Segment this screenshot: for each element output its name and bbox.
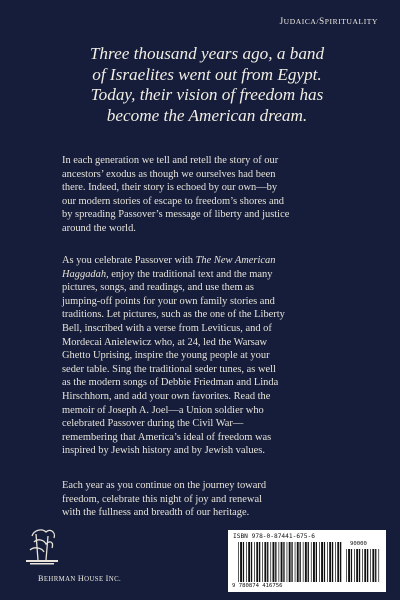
text-line: by spreading Passover’s message of liberty and justice (62, 209, 290, 221)
text-line: seder table. Sing the traditional seder tunes, as well (62, 363, 276, 375)
publisher-logo-icon (22, 524, 62, 568)
paragraph-1 (62, 154, 362, 236)
text-line: pictures, songs, and readings, and use them as (62, 282, 254, 294)
text-line: remembering that America’s ideal of freedom was (62, 431, 272, 443)
barcode-label (228, 530, 386, 592)
text-line: our modern stories of escape to freedom’s shores and (62, 195, 285, 207)
text-line: Ghetto Uprising, inspire the young people at your (62, 350, 270, 362)
intro-line: Today, their vision of freedom has (90, 85, 324, 105)
intro-line: of Israelites went out from Egypt. (92, 64, 322, 84)
text-line: Bell, inscribed with a verse from Leviticus, and of (62, 322, 272, 334)
text-line: as the modern songs of Debbie Friedman and Linda (62, 377, 279, 389)
text-line: Haggadah, enjoy the traditional text and the many (62, 268, 273, 280)
category-label: JUDAICA/SPIRITUALITY (279, 16, 378, 26)
text-line: Hirschhorn, and add your own favorites. Read the (62, 390, 271, 402)
text-line: freedom, celebrate this night of joy and renewal (62, 493, 262, 505)
text-line: celebrated Passover during the Civil War— (62, 418, 244, 430)
text-line: memoir of Joseph A. Joel—a Union soldier who (62, 404, 264, 416)
barcode-digits: 9 780874 416756 (232, 583, 283, 589)
text-line: ancestors’ exodus as though we ourselves had been (62, 168, 276, 180)
text-line: around the world. (62, 222, 136, 234)
intro-line: become the American dream. (106, 105, 308, 125)
isbn-number: ISBN 978-0-87441-675-6 (233, 533, 315, 540)
text-line: Each year as you continue on the journey toward (62, 480, 267, 491)
paragraph-2 (62, 254, 362, 458)
intro-quote (58, 44, 356, 126)
publisher-name: BEHRMAN HOUSE INC. (38, 574, 122, 583)
paragraph-3 (62, 479, 362, 520)
book-title: Haggadah (62, 268, 107, 280)
price-code: 90000 (350, 541, 367, 547)
text-line: As you celebrate Passover with The New American (62, 255, 276, 266)
text-line: Mordecai Anielewicz who, at 24, led the Warsaw (62, 336, 268, 348)
text-line: jumping-off points for your own family stories and (62, 295, 275, 307)
text-line: inspired by Jewish history and by Jewish values. (62, 445, 265, 457)
text-line: traditions. Let pictures, such as the one of the Liberty (62, 309, 285, 321)
intro-line: Three thousand years ago, a band (89, 44, 325, 63)
text-line: In each generation we tell and retell the story of our (62, 155, 279, 166)
text-line: there. Indeed, their story is echoed by our own—by (62, 182, 278, 194)
text-line: with the fullness and breadth of our heritage. (62, 507, 250, 519)
book-title: The New American (195, 255, 276, 266)
